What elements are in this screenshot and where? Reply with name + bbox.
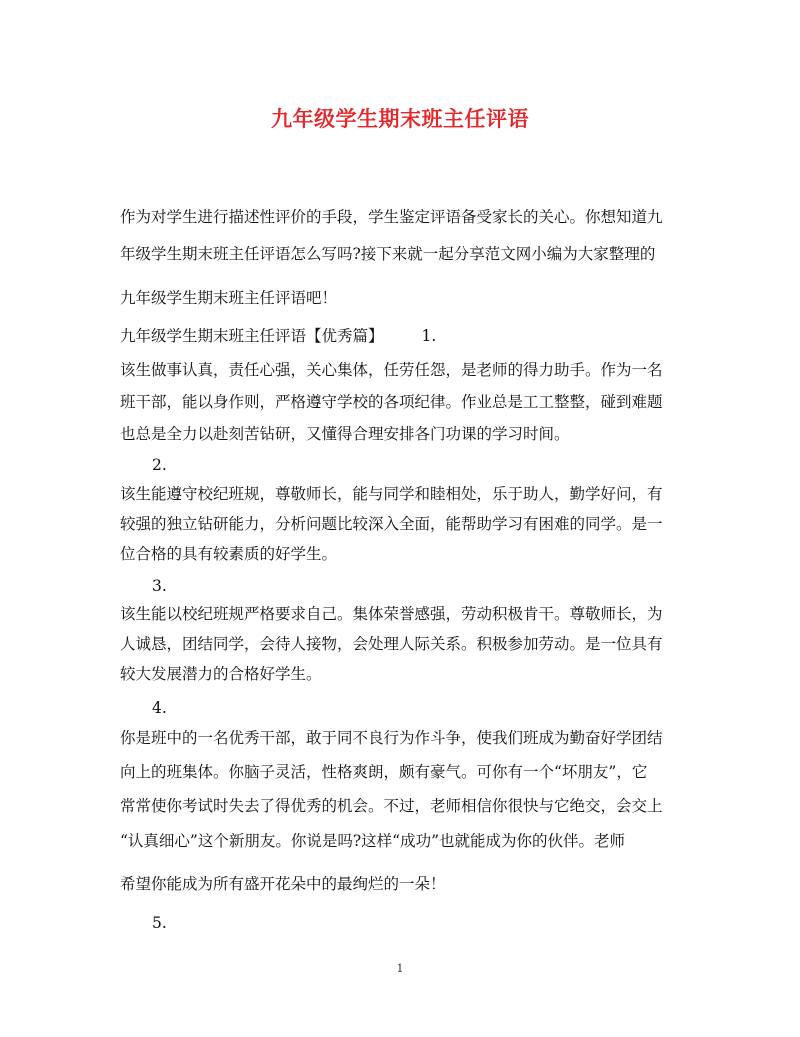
item-number-2: 2. <box>152 456 167 474</box>
item-number-4: 4. <box>152 699 167 717</box>
item-3-line-3: 较大发展潜力的合格好学生。 <box>120 665 322 683</box>
item-2-line-2: 较强的独立钻研能力，分析问题比较深入全面，能帮助学习有困难的同学。是一 <box>120 515 663 533</box>
intro-line-1: 作为对学生进行描述性评价的手段，学生鉴定评语备受家长的关心。你想知道九 <box>120 208 663 226</box>
item-1-line-2: 班干部，能以身作则，严格遵守学校的各项纪律。作业总是工工整整，碰到难题 <box>120 393 663 411</box>
item-2-line-3: 位合格的具有较素质的好学生。 <box>120 545 338 563</box>
intro-line-3: 九年级学生期末班主任评语吧！ <box>120 289 338 307</box>
document-title: 九年级学生期末班主任评语 <box>271 106 529 131</box>
section-heading: 九年级学生期末班主任评语【优秀篇】 <box>120 327 384 345</box>
item-3-line-1: 该生能以校纪班规严格要求自己。集体荣誉感强，劳动积极肯干。尊敬师长，为 <box>120 605 663 623</box>
item-number-1: 1. <box>421 327 437 345</box>
section-heading-row <box>120 326 436 346</box>
item-number-5: 5. <box>152 914 167 932</box>
item-4-line-2: 向上的班集体。你脑子灵活，性格爽朗，颇有豪气。可你有一个“坏朋友”，它 <box>120 763 648 781</box>
item-4-line-1: 你是班中的一名优秀干部，敢于同不良行为作斗争，使我们班成为勤奋好学团结 <box>120 729 663 747</box>
item-4-line-4: “认真细心”这个新朋友。你说是吗?这样“成功”也就能成为你的伙伴。老师 <box>120 832 626 850</box>
item-number-3: 3. <box>152 577 167 595</box>
page-number: 1 <box>396 962 404 975</box>
item-1-line-1: 该生做事认真，责任心强，关心集体，任劳任怨，是老师的得力助手。作为一名 <box>120 361 663 379</box>
item-2-line-1: 该生能遵守校纪班规，尊敬师长，能与同学和睦相处，乐于助人，勤学好问，有 <box>120 485 663 503</box>
item-4-line-5: 希望你能成为所有盛开花朵中的最绚烂的一朵！ <box>120 875 446 893</box>
intro-line-2: 年级学生期末班主任评语怎么写吗?接下来就一起分享范文网小编为大家整理的 <box>120 245 656 263</box>
item-4-line-3: 常常使你考试时失去了得优秀的机会。不过，老师相信你很快与它绝交，会交上 <box>120 797 663 815</box>
item-1-line-3: 也总是全力以赴刻苦钻研，又懂得合理安排各门功课的学习时间。 <box>120 425 570 443</box>
item-3-line-2: 人诚恳，团结同学，会待人接物，会处理人际关系。积极参加劳动。是一位具有 <box>120 635 663 653</box>
